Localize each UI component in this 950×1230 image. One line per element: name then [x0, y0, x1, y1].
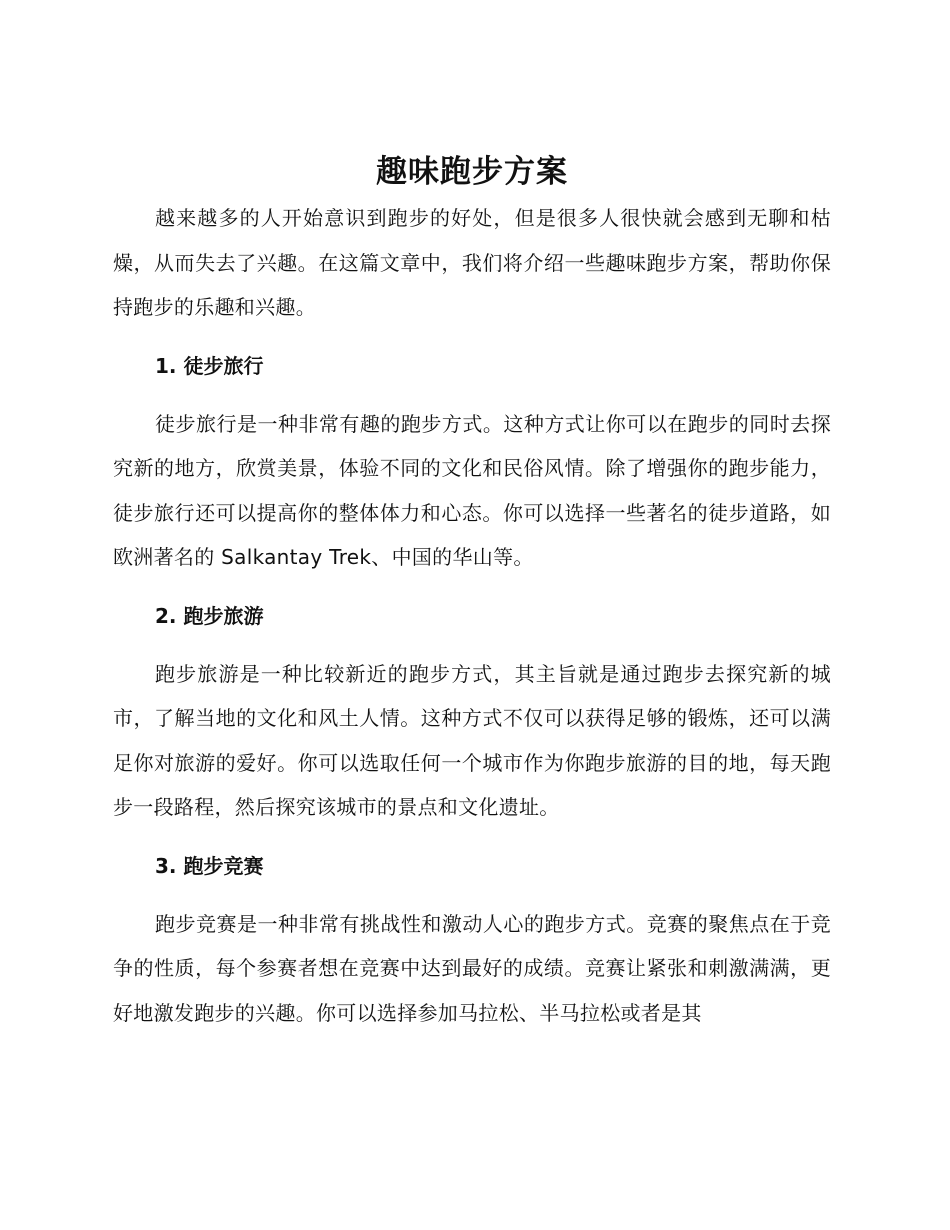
- section-body-running-race: 跑步竞赛是一种非常有挑战性和激动人心的跑步方式。竞赛的聚焦点在于竞争的性质，每个参赛者想在竞赛中达到最好的成绩。竞赛让紧张和刺激满满，更好地激发跑步的兴趣。你可以选择参加马拉松、半马拉松或者是其: [113, 911, 831, 1025]
- section-heading-running-race: 3. 跑步竞赛: [155, 853, 264, 878]
- page-title: 趣味跑步方案: [376, 154, 568, 190]
- section-body-hiking: 徒步旅行是一种非常有趣的跑步方式。这种方式让你可以在跑步的同时去探究新的地方，欣赏美景，体验不同的文化和民俗风情。除了增强你的跑步能力，徒步旅行还可以提高你的整体体力和心态。你可以选择一些著名的徒步道路，如欧洲著名的 Salkantay Trek、中国的华山等。: [113, 411, 831, 569]
- section-heading-running-tourism: 2. 跑步旅游: [155, 603, 264, 628]
- document-content: [113, 150, 831, 1035]
- section-body-running-tourism: 跑步旅游是一种比较新近的跑步方式，其主旨就是通过跑步去探究新的城市，了解当地的文化和风土人情。这种方式不仅可以获得足够的锻炼，还可以满足你对旅游的爱好。你可以选取任何一个城市作为你跑步旅游的目的地，每天跑步一段路程，然后探究该城市的景点和文化遗址。: [113, 661, 831, 819]
- section-heading-hiking: 1. 徒步旅行: [155, 353, 264, 378]
- intro-paragraph: 越来越多的人开始意识到跑步的好处，但是很多人很快就会感到无聊和枯燥，从而失去了兴趣。在这篇文章中，我们将介绍一些趣味跑步方案，帮助你保持跑步的乐趣和兴趣。: [113, 206, 831, 319]
